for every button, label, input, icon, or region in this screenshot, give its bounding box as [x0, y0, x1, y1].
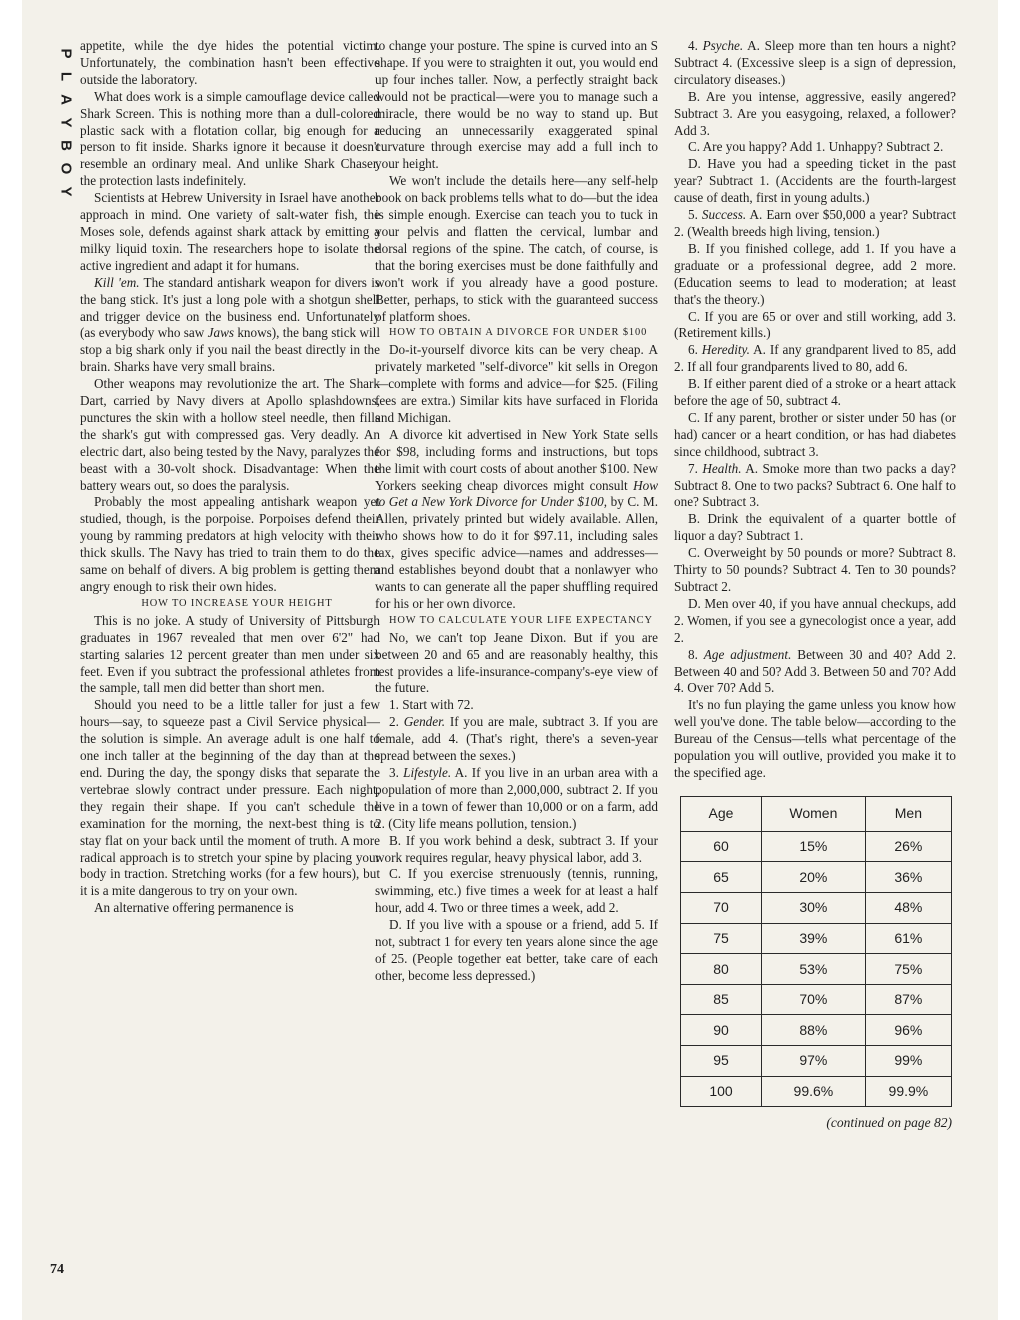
paragraph: C. Are you happy? Add 1. Unhappy? Subtract 2.: [688, 139, 944, 155]
paragraph: C. Overweight by 50 pounds or more? Subtract 8. Thirty to 50 pounds? Subtract 4. Ten to 30 pounds? Subtract 2.: [674, 545, 956, 594]
table-cell: 96%: [865, 1015, 951, 1046]
table-cell: 100: [681, 1076, 762, 1107]
paragraph: No, we can't top Jeane Dixon. But if you are between 20 and 65 and are reasonably healthy, this test provides a life-insurance-company's-eye view of the future.: [375, 629, 658, 696]
page-number: 74: [50, 1262, 64, 1277]
sidebar-letter: Y: [57, 186, 75, 197]
paragraph: 2. Gender. If you are male, subtract 3. If you are female, add 4. (That's right, there's a seven-year spread between the sexes.): [375, 714, 659, 764]
sidebar-letter: Y: [57, 117, 75, 128]
section-heading: HOW TO INCREASE YOUR HEIGHT: [141, 597, 333, 609]
table-row: [681, 862, 952, 893]
paragraph: 8. Age adjustment. Between 30 and 40? Add 2. Between 40 and 50? Add 3. Between 50 and 70? Add 4. Over 70? Add 5.: [674, 646, 957, 696]
paragraph: B. If you finished college, add 1. If you have a graduate or a professional degree, add 2 more. (Education seems to lead to moderation; at least that's the theory.): [674, 240, 956, 307]
paragraph: B. If either parent died of a stroke or a heart attack before the age of 50, subtract 4.: [674, 376, 956, 409]
paragraph: This is no joke. A study of University of Pittsburgh graduates in 1967 revealed that men over 6'2" had starting salaries 12 percent greater than men under six feet. Even if you subtract the professional athletes from the sample, tall men did better than short men.: [80, 612, 380, 696]
run-in-head: Psyche.: [702, 38, 744, 53]
paragraph: Should you need to be a little taller for just a few hours—say, to squeeze past a Civil Service physical—the solution is simple. An average adult is one half to one inch taller at the beginning of the day than at the end. During the day, the spongy disks that separate the vertebrae slowly contract under pressure. Each night, they regain their shape. If you can't schedule the examination for the morning, the next-best thing is to stay flat on your back until the moment of truth. A more radical approach is to stretch your spine by placing your body in traction. Stretching works (for a few hours), but it is a mite dangerous to try on your own.: [80, 697, 380, 899]
table-row: [681, 984, 952, 1015]
table-cell: 70%: [762, 984, 866, 1015]
section-heading: HOW TO CALCULATE YOUR LIFE EXPECTANCY: [389, 614, 653, 626]
table-cell: 15%: [762, 831, 866, 862]
paragraph: to change your posture. The spine is curved into an S shape. If you were to straighten it out, you would end up four inches taller. Now, a perfectly straight back would not be practical—were you to manage such a miracle, there would be no way to stand up. But reducing an unnecessarily exaggerated spinal curvature through exercise may add a full inch to your height.: [375, 38, 658, 172]
paragraph: 3. Lifestyle. A. If you live in an urban area with a population of more than 2,000,000, subtract 2. If you live in a town of fewer than 10,000 or on a farm, add 2. (City life means pollution, tension.): [375, 764, 658, 831]
column-1: [80, 38, 380, 917]
table-header-row: [681, 796, 952, 831]
table-cell: 53%: [762, 954, 866, 985]
paragraph: D. If you live with a spouse or a friend, add 5. If not, subtract 1 for every ten years alone since the age of 25. (People together eat better, take care of each other, become less depressed.): [375, 917, 658, 983]
paragraph: 4. Psyche. A. Sleep more than ten hours a night? Subtract 4. (Excessive sleep is a sign of depression, circulatory diseases.): [674, 38, 956, 87]
table-cell: 85: [681, 984, 762, 1015]
table-cell: 70: [681, 893, 762, 924]
table-row: [681, 923, 952, 954]
column-3: [674, 38, 956, 1132]
table-cell: 87%: [865, 984, 951, 1015]
table-cell: 61%: [865, 923, 951, 954]
paragraph: 6. Heredity. A. If any grandparent lived to 85, add 2. If all four grandparents lived to 80, add 6.: [674, 342, 956, 375]
run-in-head: Health.: [702, 460, 742, 476]
run-in-head: Lifestyle.: [403, 764, 452, 780]
paragraph: 7. Health. A. Smoke more than two packs a day? Subtract 8. One to two packs? Subtract 6. One half to one? Subtract 3.: [674, 460, 957, 510]
table-cell: 75%: [865, 954, 951, 985]
run-in-head: Gender.: [403, 714, 446, 730]
table-cell: 30%: [762, 893, 866, 924]
magazine-page: [22, 0, 998, 1320]
paragraph: Kill 'em. The standard antishark weapon for divers is the bang stick. It's just a long pole with a shotgun shell and trigger device on the business end. Unfortunately (as everybody who saw Jaws knows), the bang stick will stop a big shark only if you nail the beast directly in the brain. Sharks have very small brains.: [80, 274, 380, 375]
table-cell: 39%: [762, 923, 866, 954]
run-in-head: Age adjustment.: [703, 646, 792, 662]
paragraph: C. If you exercise strenuously (tennis, running, swimming, etc.) five times a week for at least a half hour, add 4. Two or three times a week, add 2.: [375, 866, 658, 916]
paragraph: A divorce kit advertised in New York State sells for $98, including forms and instructions, but tops the limit with court costs of about another $100. New Yorkers seeking cheap divorces might consult How to Get a New York Divorce for Under $100, by C. M. Allen, privately printed but widely available. Allen, who shows how to do it for $97.11, including sales tax, gives specific advice—names and addresses—and establishes beyond doubt that a nonlawyer who wants to can generate all the paper shuffling required for his or her own divorce.: [375, 426, 658, 611]
table-header-men: Men: [865, 796, 951, 831]
column-2: [375, 38, 658, 985]
paragraph: Probably the most appealing antishark weapon yet studied, though, is the porpoise. Porpoises defend their young by ramming predators at high velocity with their thick skulls. The Navy has tried to train them to do the same on behalf of divers. A big problem is getting them angry enough to risk their own hides.: [80, 494, 380, 594]
table-header-women: Women: [762, 796, 866, 831]
paragraph: 1. Start with 72.: [389, 697, 474, 713]
sidebar-letter: P: [57, 48, 75, 59]
table-row: [681, 1076, 952, 1107]
table-cell: 48%: [865, 893, 951, 924]
table-cell: 26%: [865, 831, 951, 862]
table-cell: 20%: [762, 862, 866, 893]
paragraph: D. Men over 40, if you have annual checkups, add 2. Women, if you see a gynecologist once a year, add 2.: [674, 595, 956, 645]
paragraph: C. If you are 65 or over and still working, add 3. (Retirement kills.): [674, 308, 956, 341]
section-heading: HOW TO OBTAIN A DIVORCE FOR UNDER $100: [389, 327, 648, 339]
paragraph: B. Are you intense, aggressive, easily angered? Subtract 3. Are you easygoing, relaxed, a follower? Add 3.: [674, 88, 956, 138]
paragraph: Other weapons may revolutionize the art. The Shark Dart, carried by Navy divers at Apollo splashdowns, punctures the skin with a hollow steel needle, then fills the shark's gut with compressed gas. Very deadly. An electric dart, also being tested by the Navy, paralyzes the beast with a 30-volt shock. Disadvantage: When the battery wears out, so does the paralysis.: [80, 376, 380, 493]
table-cell: 60: [681, 831, 762, 862]
sidebar-letter: A: [57, 94, 75, 105]
paragraph: It's no fun playing the game unless you know how well you've done. The table below—according to the Bureau of the Census—tells what percentage of the population you will outlive, provided you make it to the specified age.: [674, 697, 956, 780]
table-row: [681, 1015, 952, 1046]
table-header-age: Age: [681, 796, 762, 831]
paragraph: B. If you work behind a desk, subtract 3. If your work requires regular, heavy physical labor, add 3.: [375, 832, 658, 865]
table-row: [681, 954, 952, 985]
paragraph: B. Drink the equivalent of a quarter bottle of liquor a day? Subtract 1.: [674, 511, 956, 544]
table-cell: 95: [681, 1046, 762, 1077]
book-title: How to Get a New York Divorce for Under $100: [375, 477, 658, 510]
paragraph: appetite, while the dye hides the potential victim. Unfortunately, the combination hasn't been effective outside the laboratory.: [80, 38, 380, 87]
sidebar-letter: L: [57, 71, 75, 82]
table-cell: 99%: [865, 1046, 951, 1077]
table-cell: 97%: [762, 1046, 866, 1077]
paragraph: An alternative offering permanence is: [94, 900, 294, 916]
run-in-head: Heredity.: [701, 342, 750, 358]
continued-note: (continued on page 82): [826, 1115, 952, 1131]
paragraph: Scientists at Hebrew University in Israel have another approach in mind. One variety of salt-water fish, the Moses sole, defends against shark attack by emitting a milky liquid toxin. The researchers hope to isolate the active ingredient and adapt it for humans.: [80, 190, 380, 273]
table-cell: 99.9%: [865, 1076, 951, 1107]
paragraph: Do-it-yourself divorce kits can be very cheap. A privately marketed "self-divorce" kit sells in Oregon—complete with forms and advice—for $25. (Filing fees are extra.) Similar kits have surfaced in Florida and Michigan.: [375, 342, 658, 425]
table-cell: 99.6%: [762, 1076, 866, 1107]
table-cell: 36%: [865, 862, 951, 893]
table-row: [681, 831, 952, 862]
table-cell: 65: [681, 862, 762, 893]
table-row: [681, 1046, 952, 1077]
paragraph: C. If any parent, brother or sister under 50 has (or had) cancer or a heart condition, or has had diabetes since childhood, subtract 3.: [674, 409, 956, 459]
sidebar-letter: B: [57, 140, 75, 151]
paragraph: We won't include the details here—any self-help book on back problems tells what to do—but the idea is simple enough. Exercise can teach you to tuck in your pelvis and flatten the cervical, lumbar and dorsal regions of the spine. The catch, of course, is that the boring exercises must be done faithfully and won't work if you already have a good posture. Better, perhaps, to stick with the guaranteed success of platform shoes.: [375, 173, 658, 324]
run-in-head: Kill 'em.: [94, 274, 140, 290]
table-row: [681, 893, 952, 924]
paragraph: What does work is a simple camouflage device called Shark Screen. This is nothing more than a dull-colored plastic sack with a flotation collar, big enough for a person to fit inside. Sharks ignore it because it doesn't resemble an ordinary meal. And unlike Shark Chaser, the protection lasts indefinitely.: [80, 88, 380, 189]
film-title: Jaws: [207, 325, 234, 341]
table-cell: 88%: [762, 1015, 866, 1046]
run-in-head: Success.: [701, 207, 747, 223]
table-cell: 90: [681, 1015, 762, 1046]
sidebar-letter: O: [57, 162, 75, 175]
table-cell: 80: [681, 954, 762, 985]
table-cell: 75: [681, 923, 762, 954]
life-expectancy-table: [680, 796, 952, 1107]
paragraph: 5. Success. A. Earn over $50,000 a year? Subtract 2. (Wealth breeds high living, tension.): [674, 207, 957, 239]
magazine-name-vertical: [54, 42, 75, 203]
paragraph: D. Have you had a speeding ticket in the past year? Subtract 1. (Accidents are the fourth-largest cause of death, first in young adults.): [674, 156, 956, 206]
